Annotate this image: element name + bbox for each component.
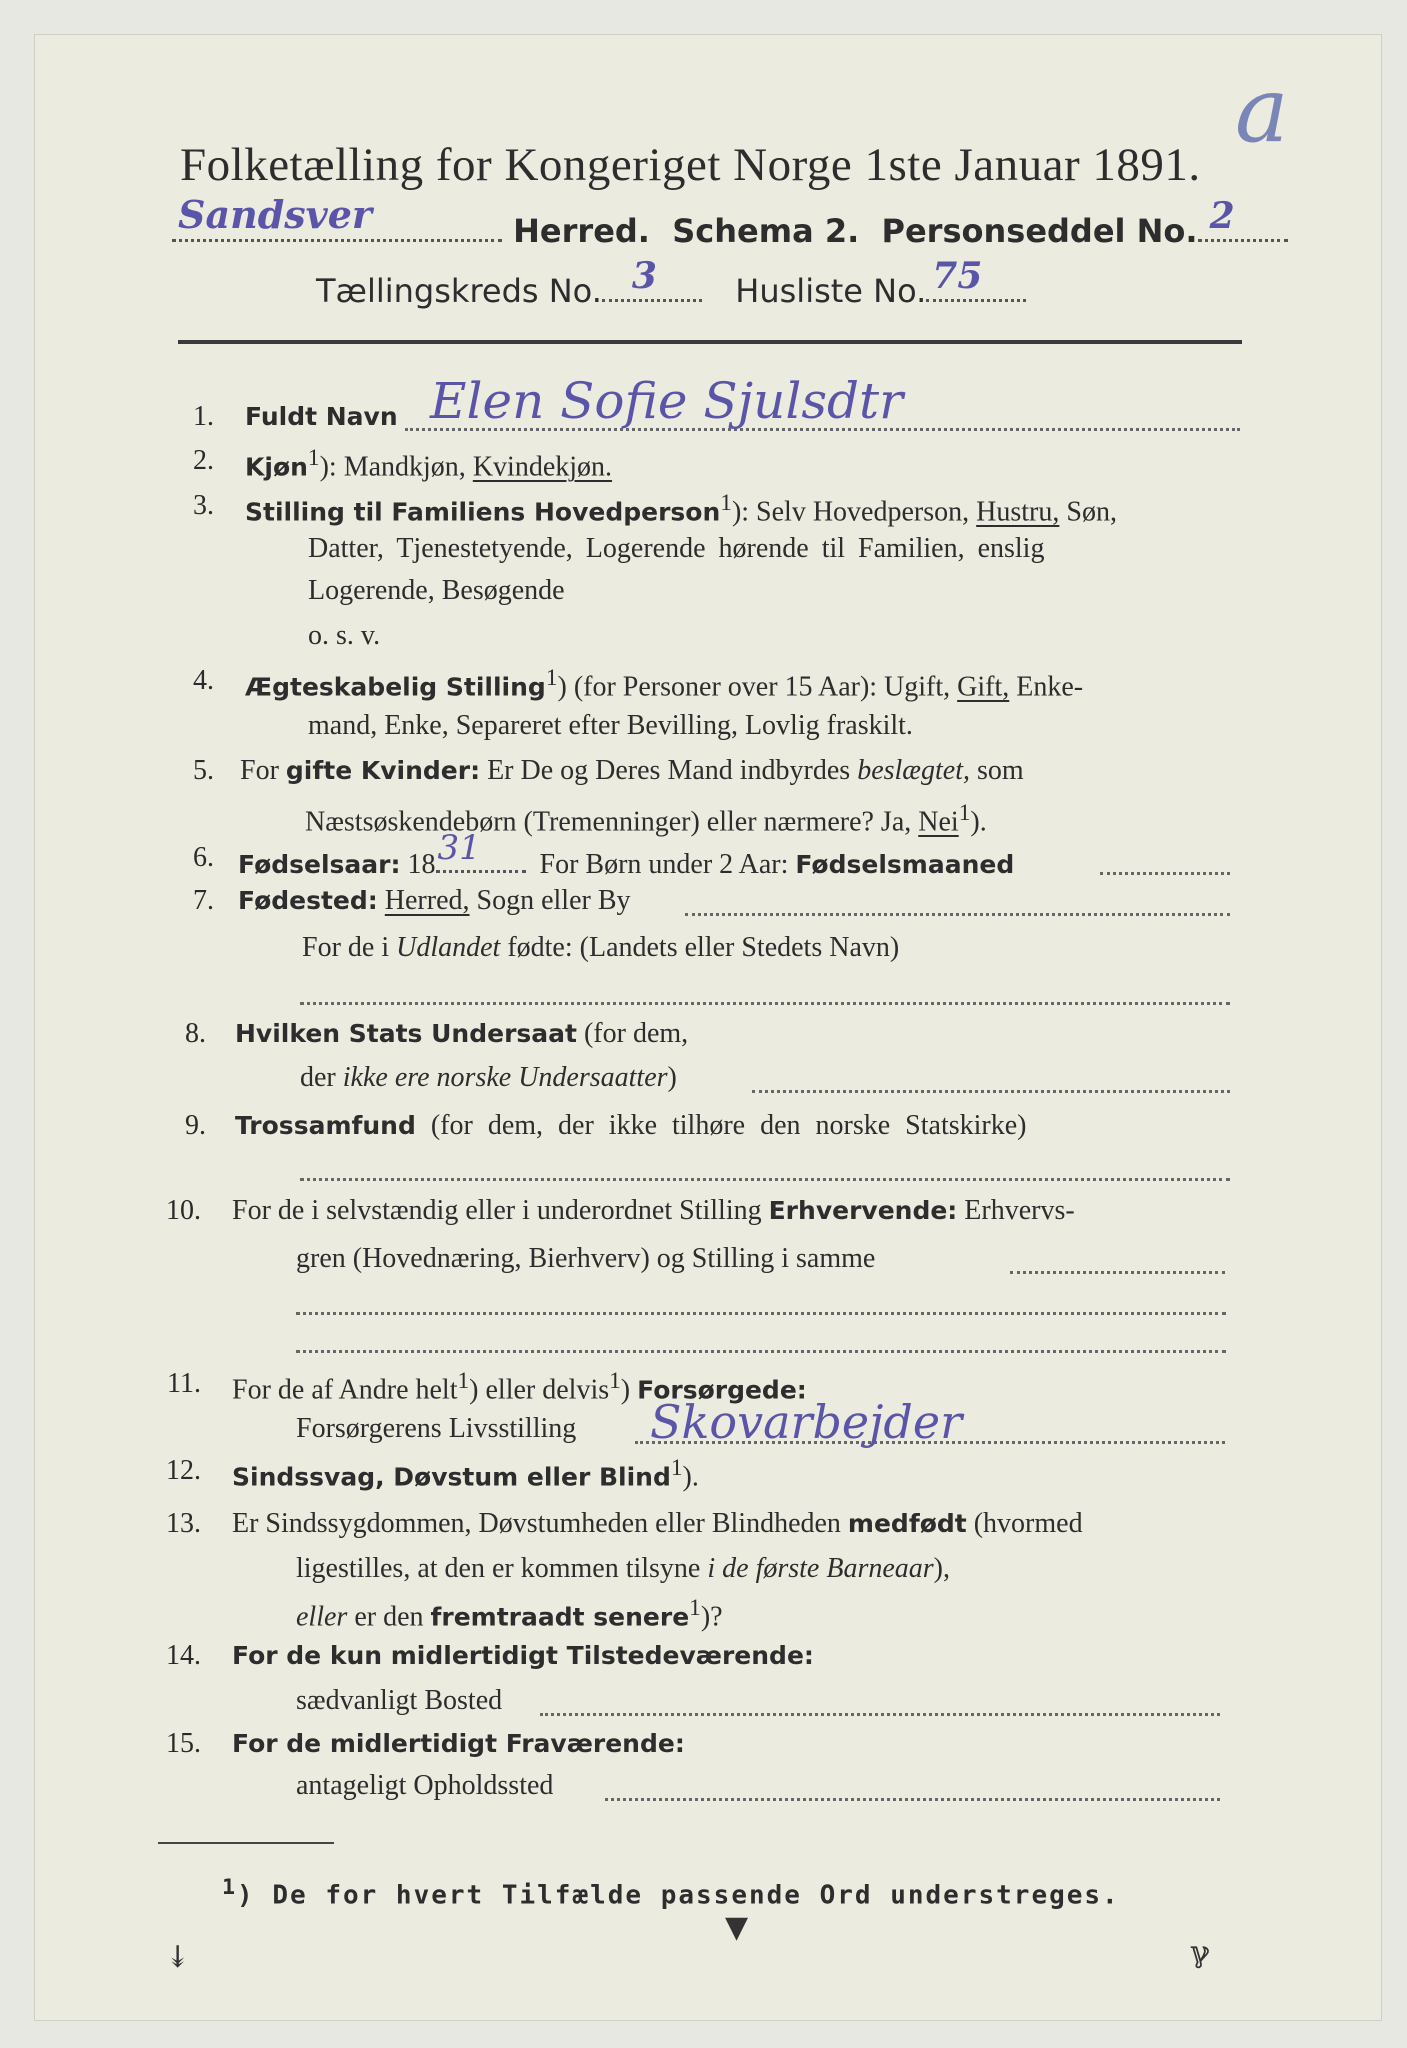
q4-number: 4.: [193, 665, 214, 696]
q10-line1: For de i selvstændig eller i underordnet Stilling Erhvervende: Erhvervs-: [232, 1195, 1075, 1226]
husliste-field[interactable]: 75: [926, 265, 1026, 302]
q8-answer-line[interactable]: [752, 1090, 1230, 1093]
q7-number: 7.: [193, 885, 214, 916]
q10-answer-line-1[interactable]: [1010, 1271, 1225, 1274]
q8-line2: der ikke ere norske Undersaatter): [300, 1062, 677, 1093]
q9-number: 9.: [185, 1110, 206, 1141]
footnote: $^1$) De for hvert Tilfælde passende Ord understreges.: [222, 1875, 1120, 1911]
q2-kvindekjon-selected[interactable]: Kvindekjøn.: [472, 451, 613, 483]
q9-line1: Trossamfund (for dem, der ikke tilhøre den norske Statskirke): [235, 1110, 1027, 1141]
q3-line1: Stilling til Familiens Hovedperson$^1$): Selv Hovedperson, Hustru, Søn,: [245, 490, 1117, 528]
q14-number: 14.: [166, 1640, 201, 1671]
q5-line2: Næstsøskendebørn (Tremenninger) eller nærmere? Ja, Nei$^1$).: [305, 800, 987, 838]
q13-line3: eller er den fremtraadt senere$^1$)?: [296, 1595, 723, 1633]
footnote-divider: [158, 1842, 334, 1844]
q4-gift-selected[interactable]: Gift,: [957, 671, 1010, 703]
q5-number: 5.: [193, 755, 214, 786]
header-herred-line: Sandsver Herred. Schema 2. Personseddel No. 2: [172, 205, 1288, 250]
q7-line1: Fødested: Herred, Sogn eller By: [238, 885, 631, 916]
q15-line2: antageligt Opholdssted: [296, 1770, 554, 1801]
q12-number: 12.: [166, 1455, 201, 1486]
q7-abroad-line[interactable]: [300, 1002, 1230, 1005]
q8-line1: Hvilken Stats Undersaat (for dem,: [235, 1018, 689, 1049]
q6-number: 6.: [193, 842, 214, 873]
q15-line1: For de midlertidigt Fraværende:: [232, 1729, 685, 1758]
q14-answer-line[interactable]: [540, 1713, 1220, 1716]
q2-text: Kjøn$^1$): Mandkjøn, Kvindekjøn.: [245, 445, 613, 483]
q3-number: 3.: [193, 490, 214, 521]
q1-label: Fuldt Navn: [245, 402, 398, 431]
q8-number: 8.: [185, 1018, 206, 1049]
center-ink-mark: ▼: [725, 1910, 749, 1945]
q10-answer-line-3[interactable]: [296, 1350, 1226, 1353]
header-divider: [178, 340, 1242, 344]
q7-line2: For de i Udlandet fødte: (Landets eller Stedets Navn): [302, 932, 900, 963]
q7-answer-line[interactable]: [685, 913, 1230, 916]
q9-answer-line[interactable]: [300, 1178, 1230, 1181]
q13-line1: Er Sindssygdommen, Døvstumheden eller Blindheden medfødt (hvormed: [232, 1508, 1083, 1539]
q7-herred-selected[interactable]: Herred,: [384, 885, 470, 916]
q3-hustru-selected[interactable]: Hustru,: [976, 496, 1060, 528]
q13-number: 13.: [166, 1508, 201, 1539]
q10-answer-line-2[interactable]: [296, 1312, 1226, 1315]
q5-line1: For gifte Kvinder: Er De og Deres Mand indbyrdes beslægtet, som: [240, 755, 1024, 786]
q15-number: 15.: [166, 1728, 201, 1759]
corner-tick-mark-right: ℽ: [1190, 1935, 1210, 1970]
q1-answer: Elen Sofie Sjulsdtr: [430, 372, 903, 430]
q3-line2: Datter, Tjenestetyende, Logerende hørende til Familien, enslig: [308, 533, 1045, 564]
q11-line2: Forsørgerens Livsstilling: [296, 1413, 577, 1444]
q5-nei-selected[interactable]: Nei: [918, 806, 959, 838]
q6-year-field[interactable]: 31: [436, 842, 526, 873]
header-kreds-line: Tællingskreds No. 3 Husliste No. 75: [316, 265, 1026, 310]
corner-tick-mark-left: ↡: [165, 1940, 191, 1975]
herred-field[interactable]: Sandsver: [172, 205, 502, 242]
q3-line3: Logerende, Besøgende: [308, 575, 565, 606]
q1-number: 1.: [193, 401, 214, 432]
q12-line: Sindssvag, Døvstum eller Blind$^1$).: [232, 1455, 699, 1493]
form-title: Folketælling for Kongeriget Norge 1ste Januar 1891.: [180, 139, 1201, 191]
q6-line: Fødselsaar: 18 31 For Børn under 2 Aar: Fødselsmaaned: [238, 828, 1015, 880]
q10-number: 10.: [166, 1195, 201, 1226]
q13-line2: ligestilles, at den er kommen tilsyne i de første Barneaar),: [296, 1553, 950, 1584]
q15-answer-line[interactable]: [605, 1798, 1220, 1801]
q4-line2: mand, Enke, Separeret efter Bevilling, Lovlig fraskilt.: [308, 710, 913, 741]
q2-number: 2.: [193, 445, 214, 476]
corner-handwritten-mark: a: [1235, 58, 1289, 163]
q11-answer: Skovarbejder: [650, 1395, 963, 1449]
q10-line2: gren (Hovednæring, Bierhverv) og Stilling i samme: [296, 1243, 876, 1274]
q14-line1: For de kun midlertidigt Tilstedeværende:: [232, 1641, 814, 1670]
personseddel-field[interactable]: 2: [1198, 205, 1288, 242]
q14-line2: sædvanligt Bosted: [296, 1685, 503, 1716]
q6-month-line[interactable]: [1100, 872, 1230, 875]
q11-line1: For de af Andre helt$^1$) eller delvis$^1$) Forsørgede:: [232, 1368, 807, 1406]
q11-number: 11.: [167, 1368, 201, 1399]
q4-line1: Ægteskabelig Stilling$^1$) (for Personer over 15 Aar): Ugift, Gift, Enke-: [245, 665, 1084, 703]
q3-line4: o. s. v.: [308, 620, 381, 651]
kreds-field[interactable]: 3: [602, 265, 702, 302]
